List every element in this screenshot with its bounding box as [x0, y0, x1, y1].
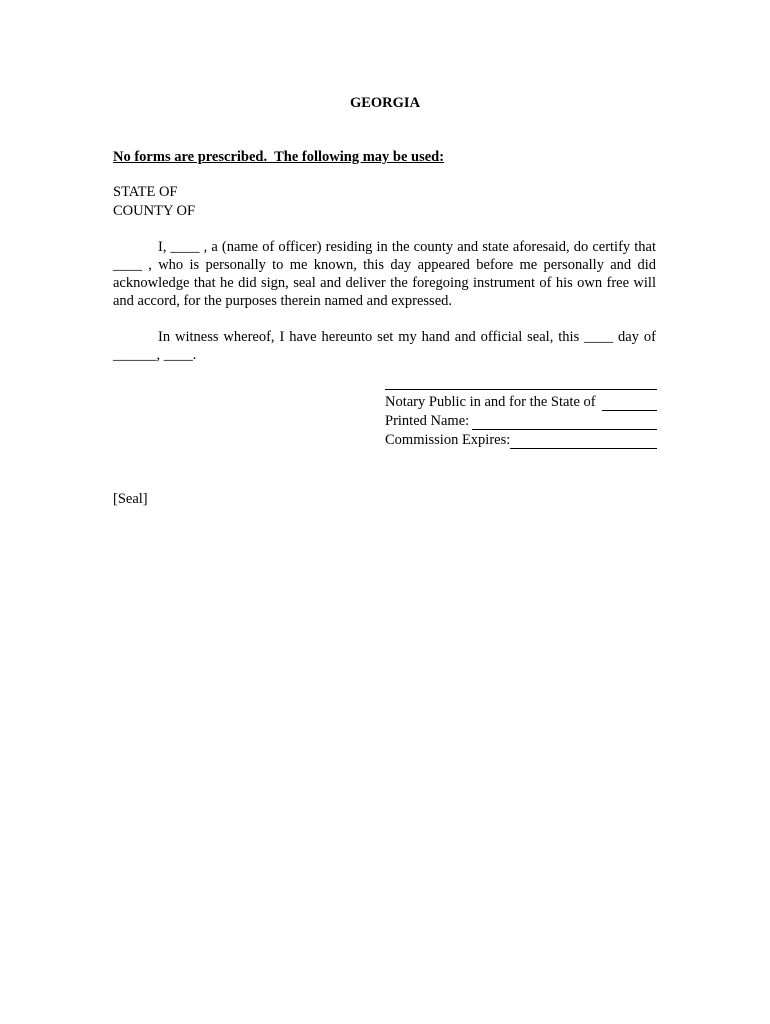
printed-name-row [385, 411, 657, 430]
commission-expires-blank [510, 434, 657, 449]
commission-expires-row [385, 430, 657, 449]
witness-paragraph: In witness whereof, I have hereunto set my hand and official seal, this ____ day of ______, ____. [113, 329, 656, 363]
form-instruction: No forms are prescribed. The following may be used: [113, 149, 445, 165]
commission-expires-label: Commission Expires: [385, 432, 511, 448]
signature-line [385, 389, 657, 390]
document-title: GEORGIA [349, 95, 421, 111]
certification-paragraph: I, ____ , a (name of officer) residing in the county and state aforesaid, do certify that ____ , who is personally to me known, this day appeared before me personally and did acknowledge that he did sign, seal and deliver the foregoing instrument of his own free will and accord, for the purposes therein named and expressed. [113, 239, 656, 309]
state-of-label: STATE OF [113, 184, 178, 200]
county-of-label: COUNTY OF [113, 203, 196, 219]
printed-name-label: Printed Name: [385, 413, 470, 429]
notary-signature-block [385, 389, 657, 449]
venue-block [113, 183, 195, 221]
notary-state-label: Notary Public in and for the State of [385, 394, 596, 410]
seal-placeholder: [Seal] [113, 491, 148, 507]
printed-name-blank [472, 415, 657, 430]
notary-state-row [385, 392, 657, 411]
notary-state-blank [602, 396, 657, 411]
